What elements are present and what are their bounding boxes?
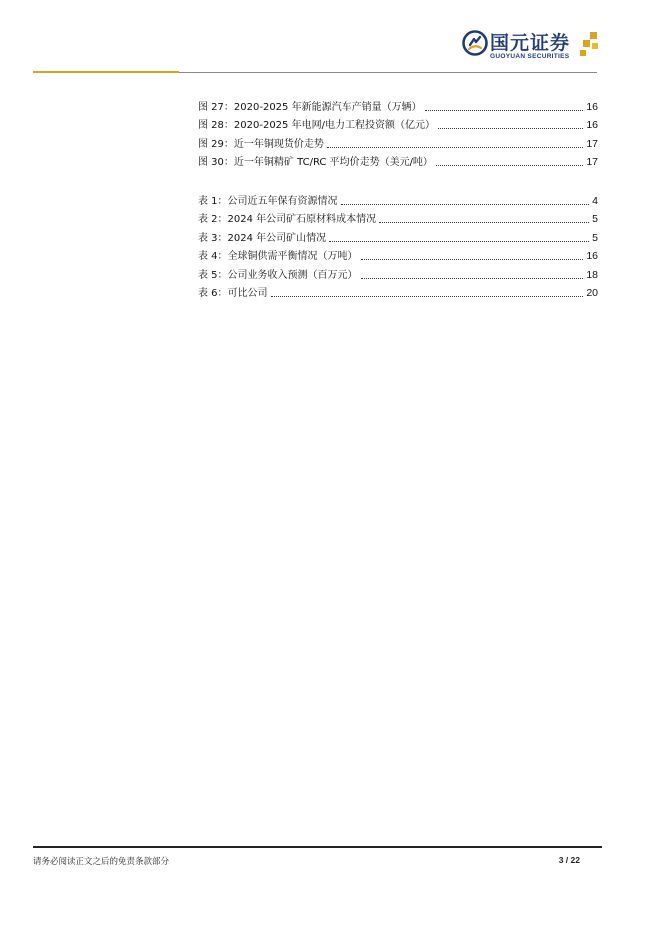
toc-entry-table-2[interactable] xyxy=(198,208,598,227)
toc-dot-leader xyxy=(379,221,589,223)
toc-entry-page: 5 xyxy=(592,231,598,244)
guoyuan-logo-icon xyxy=(462,30,488,56)
toc-entry-page: 20 xyxy=(586,287,598,299)
toc-figures-list xyxy=(198,95,598,169)
toc-entry-table-3[interactable] xyxy=(198,226,598,245)
toc-entry-figure-29[interactable] xyxy=(198,132,598,151)
toc-dot-leader xyxy=(425,109,584,111)
toc-entry-label: 表 3：2024 年公司矿山情况 xyxy=(198,232,327,244)
toc-entry-table-6[interactable] xyxy=(198,282,598,301)
toc-entry-label: 表 4：全球铜供需平衡情况（万吨） xyxy=(198,251,358,262)
footer-disclaimer: 请务必阅读正文之后的免责条款部分 xyxy=(33,857,170,867)
toc-entry-table-4[interactable] xyxy=(198,245,598,264)
toc-entry-page: 16 xyxy=(586,119,598,131)
toc-dot-leader xyxy=(436,164,583,166)
toc-dot-leader xyxy=(329,240,589,242)
toc-entry-label: 表 6：可比公司 xyxy=(198,288,268,299)
toc-dot-leader xyxy=(361,277,584,279)
toc-entry-figure-30[interactable] xyxy=(198,151,598,170)
toc-entry-page: 4 xyxy=(592,194,598,207)
toc-entry-label: 图 29：近一年铜现货价走势 xyxy=(198,138,324,150)
toc-entry-page: 16 xyxy=(586,100,598,113)
toc-entry-page: 5 xyxy=(592,213,598,225)
toc-dot-leader xyxy=(341,203,590,205)
logo-squares-icon xyxy=(580,32,600,60)
toc-entry-table-1[interactable] xyxy=(198,189,598,208)
toc-entry-page: 18 xyxy=(586,268,598,281)
toc-entry-table-5[interactable] xyxy=(198,263,598,282)
toc-entry-page: 17 xyxy=(586,137,598,150)
logo-text-english: GUOYUAN SECURITIES xyxy=(490,53,570,60)
toc-dot-leader xyxy=(327,146,583,148)
toc-dot-leader xyxy=(361,258,584,260)
toc-dot-leader xyxy=(438,127,583,129)
toc-entry-label: 表 5：公司业务收入预测（百万元） xyxy=(198,269,358,281)
toc-entry-label: 图 28：2020-2025 年电网/电力工程投资额（亿元） xyxy=(198,120,435,131)
company-logo xyxy=(462,28,612,64)
toc-entry-page: 17 xyxy=(586,156,598,168)
page-number: 3 / 22 xyxy=(558,855,580,865)
toc-entry-label: 表 1：公司近五年保有资源情况 xyxy=(198,195,338,207)
header-accent-rule xyxy=(33,71,179,73)
logo-text-chinese: 国元证券 xyxy=(490,32,571,54)
toc-entry-figure-27[interactable] xyxy=(198,95,598,114)
header-rule xyxy=(179,72,597,73)
toc-entry-label: 图 27：2020-2025 年新能源汽车产销量（万辆） xyxy=(198,101,422,113)
toc-tables-list xyxy=(198,189,598,300)
footer-rule xyxy=(33,846,602,848)
toc-dot-leader xyxy=(271,295,584,297)
toc-entry-page: 16 xyxy=(586,250,598,262)
toc-entry-figure-28[interactable] xyxy=(198,114,598,133)
toc-entry-label: 图 30：近一年铜精矿 TC/RC 平均价走势（美元/吨） xyxy=(198,157,433,168)
toc-entry-label: 表 2：2024 年公司矿石原材料成本情况 xyxy=(198,214,377,225)
